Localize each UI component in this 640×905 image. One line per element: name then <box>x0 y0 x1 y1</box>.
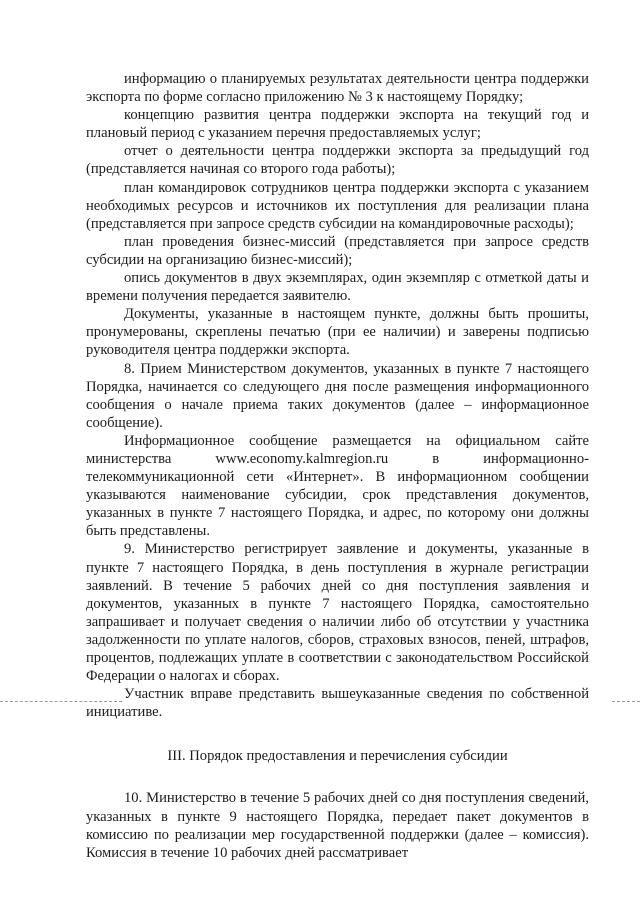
paragraph-item-9: 9. Министерство регистрирует заявление и документы, указанные в пункте 7 настоящего Порядка, в день поступления в журнале регистрации заявлений. В течение 5 рабочих дней со дня поступления заявления и документов, указанных в пункте 7 настоящего Порядка, самостоятельно запрашивает и получает сведения о наличии либо об отсутствии у участника задолженности по уплате налогов, сборов, страховых взносов, пеней, штрафов, процентов, подлежащих уплате в соответствии с законодательством Российской Федерации о налогах и сборах. <box>86 541 589 685</box>
paragraph-documents-binding: Документы, указанные в настоящем пункте, должны быть прошиты, пронумерованы, скреплены печатью (при ее наличии) и заверены подписью руководителя центра поддержки экспорта. <box>86 306 589 359</box>
page-break-divider-right <box>612 701 640 702</box>
paragraph-item-10: 10. Министерство в течение 5 рабочих дней со дня поступления сведений, указанных в пункте 9 настоящего Порядка, передает пакет документов в комиссию по реализации мер государственной поддержки (далее – комиссия). Комиссия в течение 10 рабочих дней рассматривает <box>86 790 589 861</box>
paragraph-business-trips: план командировок сотрудников центра поддержки экспорта с указанием необходимых ресурсов и источников их поступления для реализации плана (представляется при запросе средств субсидии на командировочные расходы); <box>86 179 589 232</box>
document-page <box>86 70 589 862</box>
paragraph-business-missions: план проведения бизнес-миссий (представляется при запросе средств субсидии на организацию бизнес-миссий); <box>86 233 589 268</box>
paragraph-concept: концепцию развития центра поддержки экспорта на текущий год и плановый период с указанием перечня предоставляемых услуг; <box>86 107 589 142</box>
paragraph-results-info: информацию о планируемых результатах деятельности центра поддержки экспорта по форме согласно приложению № 3 к настоящему Порядку; <box>86 71 589 106</box>
paragraph-inventory: опись документов в двух экземплярах, один экземпляр с отметкой даты и времени получения передается заявителю. <box>86 270 589 305</box>
page-break-divider-left <box>0 701 122 702</box>
paragraph-info-message: Информационное сообщение размещается на официальном сайте министерства www.economy.kalmregion.ru в информационно-телекоммуникационной сети «Интернет». В информационном сообщении указываются наименование субсидии, срок представления документов, указанных в пункте 7 настоящего Порядка, и адрес, по которому они должны быть представлены. <box>86 432 589 540</box>
section-heading: III. Порядок предоставления и перечисления субсидии <box>167 748 508 765</box>
paragraph-own-initiative: Участник вправе представить вышеуказанные сведения по собственной инициативе. <box>86 686 589 721</box>
paragraph-item-8: 8. Прием Министерством документов, указанных в пункте 7 настоящего Порядка, начинается со следующего дня после размещения информационного сообщения о начале приема таких документов (далее – информационное сообщение). <box>86 360 589 431</box>
paragraph-annual-report: отчет о деятельности центра поддержки экспорта за предыдущий год (представляется начиная со второго года работы); <box>86 143 589 178</box>
